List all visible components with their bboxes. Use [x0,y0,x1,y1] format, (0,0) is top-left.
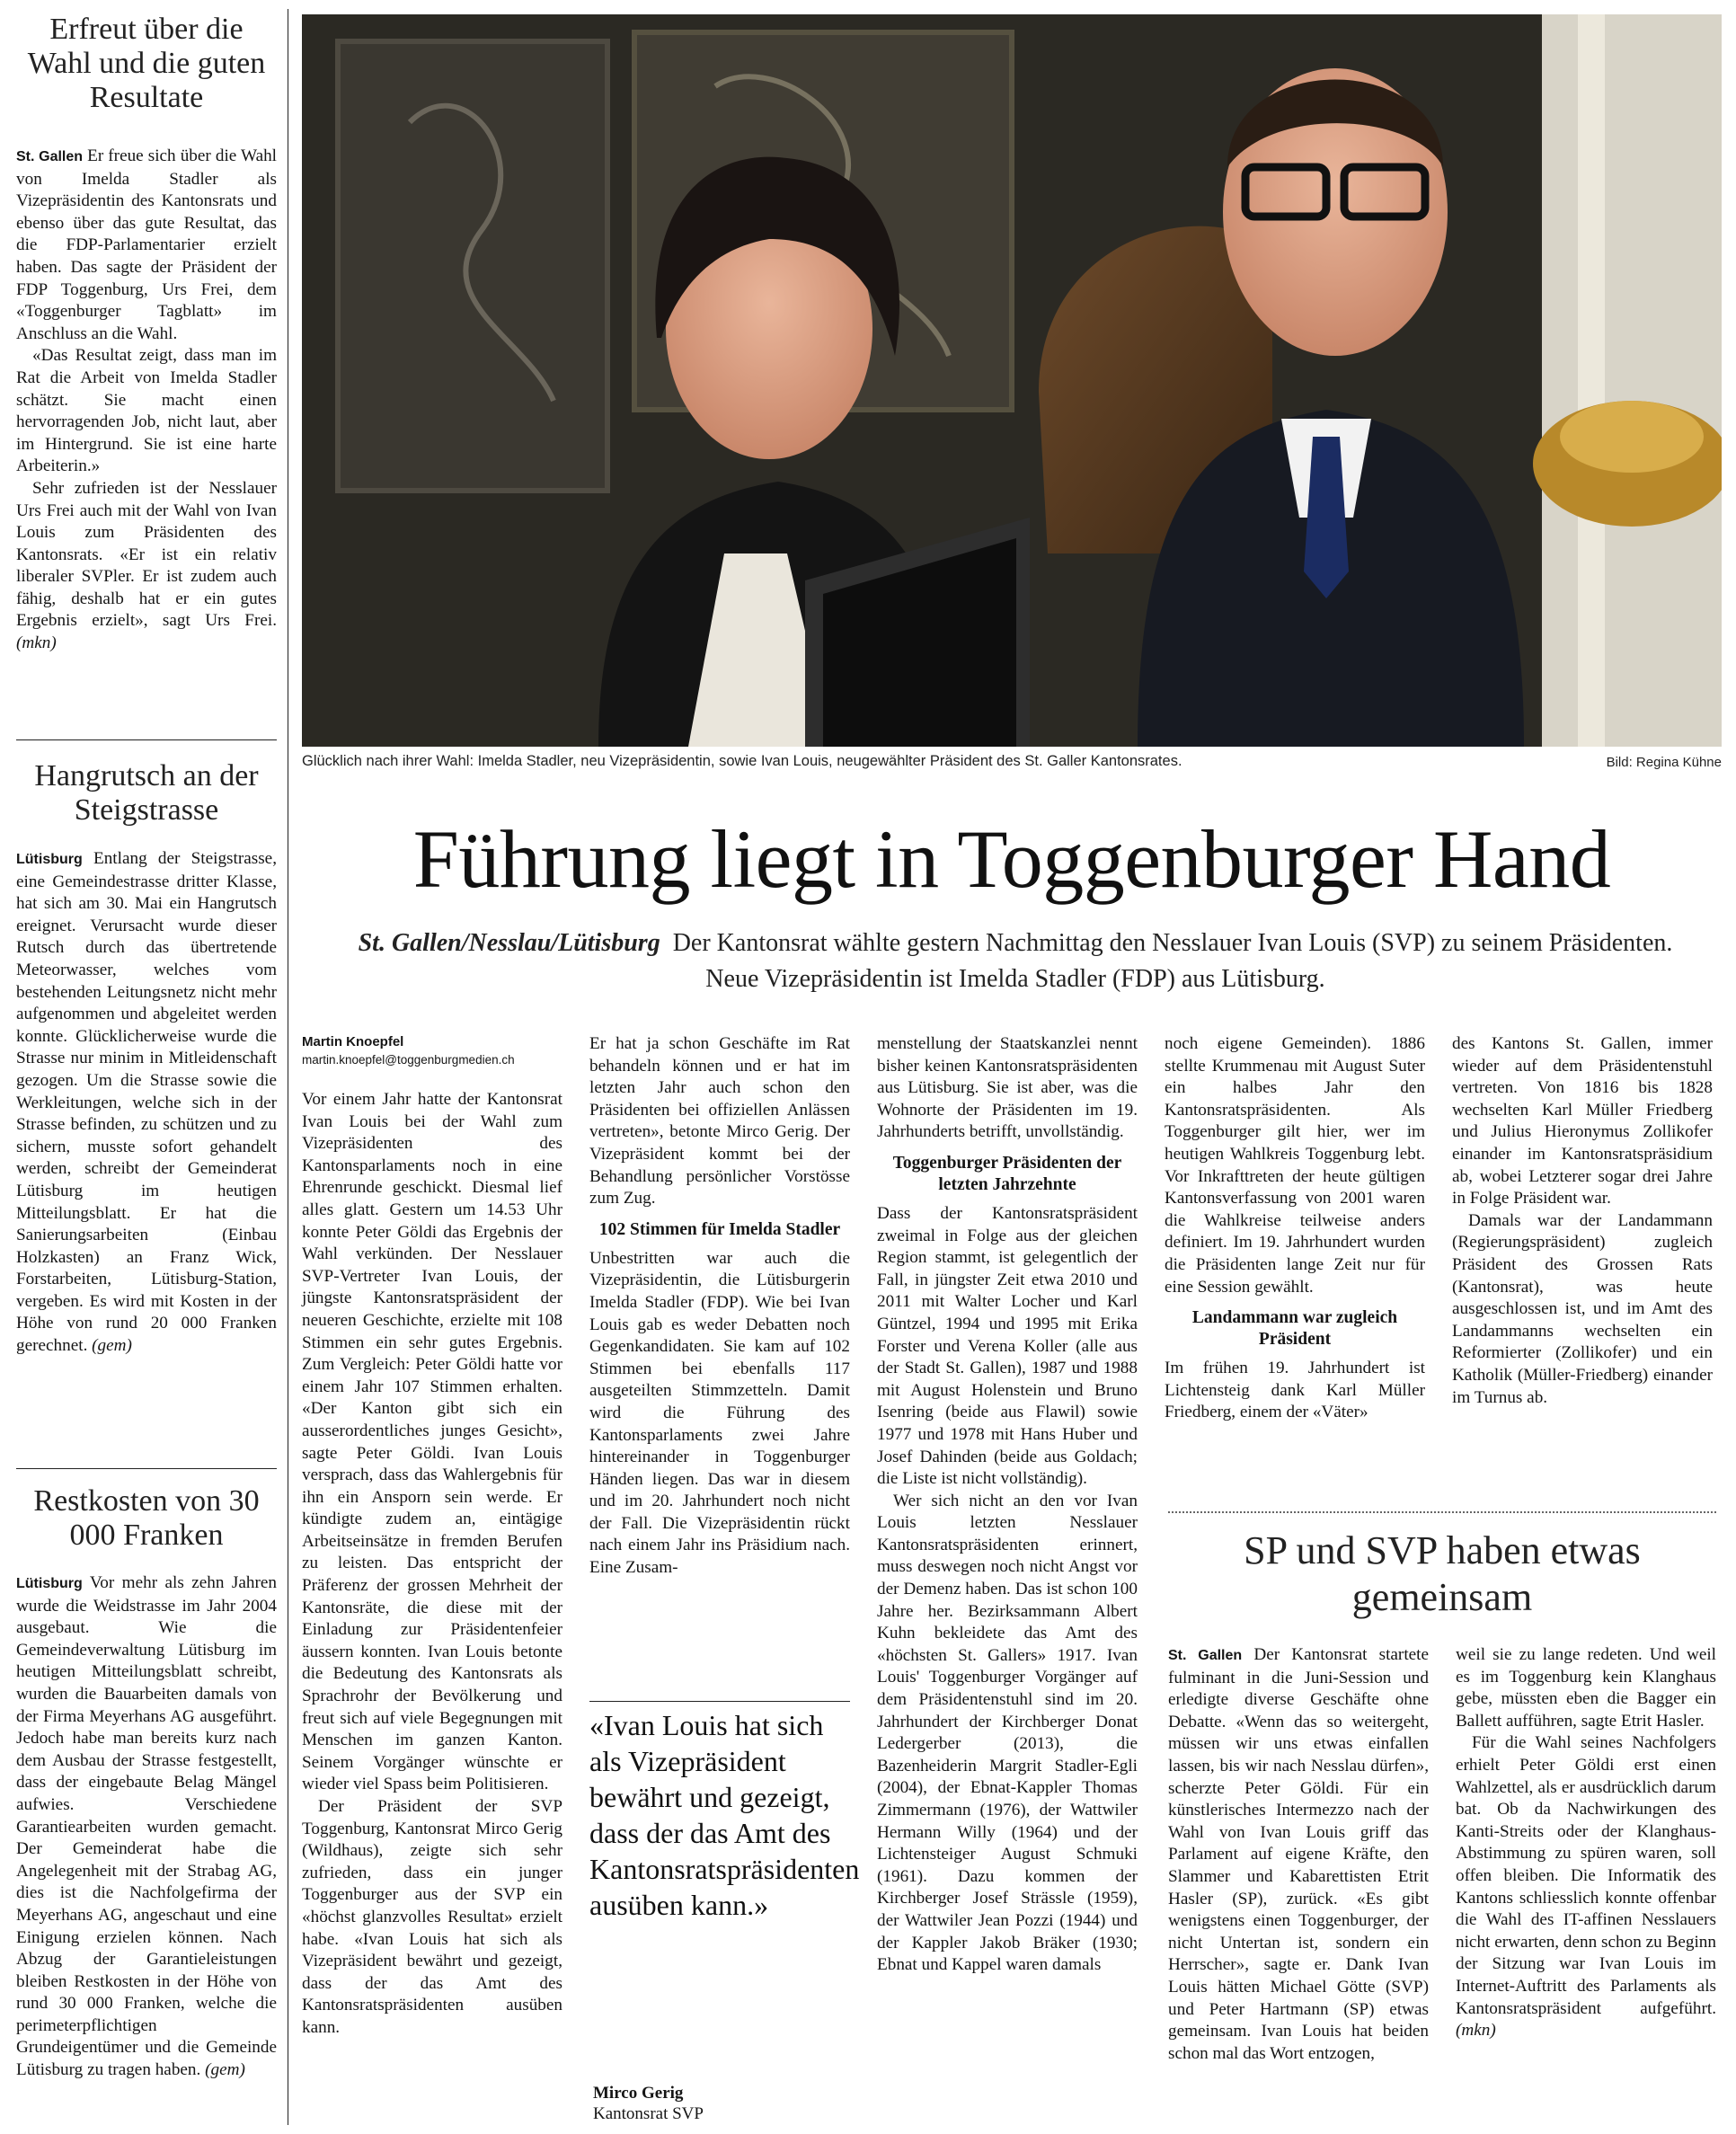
article-p8: noch eigene Gemeinden). 1886 stellte Krummenau mit August Suter ein halbes Jahr den Kantonsratspräsidenten. Als Toggenburger gilt hier, wer im heutigen Wahlkreis Toggenburg lebt. Vor Inkrafttreten der heute gültigen Kantonsverfassung von 2001 waren die Wahlkreise teilweise anders definiert. Im 19. Jahrhundert wurden die Präsidenten lange Zeit nur für eine Session gewählt. [1165,1034,1425,1297]
subhead-3: Landammann war zugleich Präsident [1191,1308,1398,1350]
sidebar-3-title: Restkosten von 30 000 Franken [33,1484,260,1552]
box-col-1 [1168,1644,1429,2065]
sidebar-1-body [16,146,277,655]
article-p3: Er hat ja schon Geschäfte im Rat behandeln können und er hat im letzten Jahr auch schon den Präsidenten bei offiziellen Anlässen vertreten», betonte Mirco Gerig. Der Vizepräsident kommt bei der Behandlung persönlicher Vorstösse zum Zug. [589,1034,850,1209]
sidebar-3-p1: Vor mehr als zehn Jahren wurde die Weidstrasse im Jahr 2004 ausgebaut. Wie die Gemeindeverwaltung Lütisburg im heutigen Mitteilungsblatt schreibt, wurden die Bauarbeiten damals von der Firma Meyerhans AG ausgeführt. Jedoch habe man bereits kurz nach dem Ausbau der Strasse festgestellt, dass der eingebaute Belag Mängel aufwies. Verschiedene Garantiearbeiten wurden gemacht. Der Gemeinderat habe die Angelegenheit mit der Strabag AG, dies ist die Nachfolgefirma der Meyerhans AG, angeschaut und eine Einigung erzielen können. Nach Abzug der Garantieleistungen bleiben Restkosten in der Höhe von rund 30 000 Franken, welche die perimeterpflichtigen Grundeigentümer und die Gemeinde Lütisburg zu tragen haben. [16,1573,277,2080]
quote-name: Mirco Gerig [593,2084,684,2103]
subhead-1: 102 Stimmen für Imelda Stadler [598,1219,841,1239]
photo-credit: Bild: Regina Kühne [1606,755,1722,770]
sidebar-1-p1: Er freue sich über die Wahl von Imelda Stadler als Vizepräsidentin des Kantonsrats und ebenso über das gute Resultat, das die FDP-Parlamentarier erzielt haben. Das sagte der Präsident der FDP Toggenburg, Urs Frei, dem «Toggenburger Tagblatt» im Anschluss an die Wahl. [16,146,278,343]
divider [16,1468,277,1469]
sidebar-1-credit: (mkn) [16,633,57,653]
article-p11: Damals war der Landammann (Regierungspräsident) zugleich Präsident des Grossen Rats (Kantonsrat), was heute ausgeschlossen ist, und im Amt des Landammanns wechselten ein Reformierter (Zollikofer) und ein Katholik (Müller-Friedberg) einander im Turnus ab. [1452,1210,1713,1407]
article-col-3 [877,1033,1138,1977]
divider [16,739,277,740]
sidebar-2-dateline: Lütisburg [16,852,83,867]
box-col-2 [1456,1644,1716,2042]
subhead-2: Toggenburger Präsidenten der letzten Jahrzehnte [892,1153,1122,1194]
article-p5: menstellung der Staatskanzlei nennt bisher keinen Kantonsratspräsidenten aus Lütisburg. Sie ist aber, was die Wohnorte der Präsidenten im 19. Jahrhunderts betrifft, unvollständig. [877,1034,1138,1142]
headline: Führung liegt in Toggenburger Hand [412,813,1611,905]
box-p3: Für die Wahl seines Nachfolgers erhielt Peter Göldi erst einen Wahlzettel, als er ausdrücklich darum bat. Ob da Nachwirkungen des Kanti-Streits oder der Klanghaus-Abstimmung zu spüren waren, soll offen bleiben. Die Informatik des Kantons schliesslich konnte offenbar die Wahl des IT-affinen Nesslauers nicht erwarten, denn schon zu Beginn der Sitzung war Ivan Louis im Internet-Auftritt des Parlaments als Kantonsratspräsident aufgeführt. [1456,1733,1716,2018]
photo-illustration [302,14,1722,747]
sidebar-1-p3: Sehr zufrieden ist der Nesslauer Urs Frei auch mit der Wahl von Ivan Louis zum Präsidenten des Kantonsrats. «Er ist ein relativ liberaler SVPler. Er ist zudem auch fähig, deshalb hat er ein gutes Ergebnis erzielt», sagt Urs Frei. [16,478,277,631]
article-col-5 [1452,1033,1713,1409]
article-p6: Dass der Kantonsratspräsident zweimal in Folge aus der gleichen Region stammt, ist gelegentlich der Fall, in jüngster Zeit etwa 2010 und 2011 mit Walter Locher und Karl Güntzel, 1994 und 1995 mit Erika Forster und Verena Koller (alle aus der Stadt St. Gallen), 1987 und 1988 mit August Holenstein und Bruno Isenring (beide aus Flawil) sowie 1977 und 1978 mit Hans Huber und Josef Dahinden (beide aus Goldach; die Liste ist nicht vollständig). [877,1203,1138,1489]
article-col-2 [589,1033,850,1580]
photo-caption: Glücklich nach ihrer Wahl: Imelda Stadler, neu Vizepräsidentin, sowie Ivan Louis, neugewählter Präsident des St. Galler Kantonsrates. [302,753,1182,769]
sidebar-1-title: Erfreut über die Wahl und die guten Resultate [27,13,266,114]
sidebar-1-dateline: St. Gallen [16,149,84,164]
article-p10: des Kantons St. Gallen, immer wieder auf dem Präsidentenstuhl vertreten. Von 1816 bis 1828 wechselten Karl Müller Friedberg und Julius Hieronymus Zollikofer einander im Kantonsratspräsidium ab, wobei Letzterer sogar drei Jahre in Folge Präsident war. [1452,1034,1713,1209]
box-p1: Der Kantonsrat startete fulminant in die Juni-Session und erledigte diverse Geschäfte ohne Debatte. «Wenn das so weitergeht, müssen wir uns etwas einfallen lassen, bis wir nach Nesslau dürfen», scherzte Peter Göldi. Für ein künstlerisches Intermezzo nach der Wahl von Ivan Louis griff das Parlament auf eigene Kräfte, den Slammer und Kabarettisten Etrit Hasler (SP), zurück. «Es gibt wenigstens einen Toggenburger, der nicht Untertan ist, sondern ein Herrscher», sagte er. Dank Ivan Louis hätten Michael Götte (SVP) und Peter Hartmann (SP) etwas gemeinsam. Ivan Louis hat beiden schon mal das Wort entzogen, [1168,1645,1430,2063]
article-photo [302,14,1722,747]
sidebar-2-p1: Entlang der Steigstrasse, eine Gemeindestrasse dritter Klasse, hat sich am 30. Mai ein Hangrutsch ereignet. Verursacht wurde dieser Rutsch durch das übertretende Meteorwasser, welches vom bestehenden Leitungsnetz nicht mehr aufgenommen und abgeleitet werden konnte. Glücklicherweise wurde die Strasse nur minim in Mitleidenschaft gezogen. Um die Strasse sowie die Werkleitungen, welche sich in der Strasse befinden, zu schützen und zu sichern, musste sofort gehandelt werden, schreibt der Gemeinderat Lütisburg im heutigen Mitteilungsblatt. Er hat die Sanierungsarbeiten (Einbau Holzkasten) an Franz Wick, Forstarbeiten, Lütisburg-Station, vergeben. Es wird mit Kosten in der Höhe von rund 20 000 Franken gerechnet. [16,849,277,1356]
sidebar-3-body [16,1572,277,2082]
article-p1: Vor einem Jahr hatte der Kantonsrat Ivan Louis bei der Wahl zum Vizepräsidenten des Kantonsparlaments noch in eine Ehrenrunde geschickt. Diesmal lief alles glatt. Gestern um 14.53 Uhr konnte Peter Göldi das Ergebnis der Wahl verkünden. Der Nesslauer SVP-Vertreter Ivan Louis, der jüngste Kantonsratspräsident der neueren Geschichte, erzielte mit 108 Stimmen ein sehr gutes Ergebnis. Zum Vergleich: Peter Göldi hatte vor einem Jahr 107 Stimmen erhalten. «Der Kanton gibt sich ein ausserordentliches junges Gesicht», sagte Peter Göldi. Ivan Louis versprach, dass das Wahlergebnis für ihn ein Ansporn sein werde. Er kündigte zudem an, eintägige Arbeitseinsätze in fremden Berufen zu leisten. Das entspricht der Präferenz der grossen Mehrheit der Kantonsräte, die diese mit der Einladung zur Präsidentenfeier äussern konnten. Ivan Louis betonte die Bedeutung des Kantonsrats als Sprachrohr der Bevölkerung und freut sich auf viele Begegnungen mit Menschen im ganzen Kanton. Seinem Vorgänger wünschte er wieder viel Spass beim Politisieren. [302,1090,562,1794]
pull-quote: «Ivan Louis hat sich als Vizepräsident bewährt und gezeigt, dass der das Amt des Kantonsratspräsidenten ausüben kann.» [589,1709,860,1921]
box-dateline: St. Gallen [1168,1648,1243,1663]
sidebar-2-credit: (gem) [92,1336,132,1356]
quote-role: Kantonsrat SVP [593,2104,704,2123]
article-p4: Unbestritten war auch die Vizepräsidentin, die Lütisburgerin Imelda Stadler (FDP). Wie bei Ivan Louis gab es weder Debatten noch Gegenkandidaten. Sie kam auf 102 Stimmen bei ebenfalls 117 ausgeteilten Stimmzetteln. Damit wird die Führung des Kantonsparlaments zwei Jahre hintereinander in Toggenburger Händen liegen. Das war in diesem und im 20. Jahrhundert noch nicht der Fall. Die Vizepräsidentin rückt nach einem Jahr ins Präsidium nach. Eine Zusam- [589,1248,850,1578]
sidebar-2-title: Hangrutsch an der Steigstrasse [34,759,259,827]
lead [341,925,1689,997]
quote-rule [589,1701,850,1702]
lead-place: St. Gallen/Nesslau/Lütisburg [358,929,660,957]
author-email[interactable]: martin.knoepfel@toggenburgmedien.ch [302,1053,515,1067]
article-col-4 [1165,1033,1425,1424]
author-name: Martin Knoepfel [302,1034,404,1049]
lead-text: Der Kantonsrat wählte gestern Nachmittag den Nesslauer Ivan Louis (SVP) zu seinem Präsidenten. Neue Vizepräsidentin ist Imelda Stadler (FDP) aus Lütisburg. [672,929,1673,993]
box-credit: (mkn) [1456,2021,1496,2041]
box-p2: weil sie zu lange redeten. Und weil es im Toggenburg kein Klanghaus gebe, müssten eben die Bagger ein Ballett aufführen, sagte Etrit Hasler. [1456,1645,1716,1731]
article-p9: Im frühen 19. Jahrhundert ist Lichtensteig dank Karl Müller Friedberg, einem der «Väter» [1165,1359,1425,1422]
box-title: SP und SVP haben etwas gemeinsam [1244,1528,1641,1619]
quote-attribution [593,2083,845,2124]
sidebar-2-body [16,848,277,1358]
box-divider [1168,1511,1716,1513]
article-p7: Wer sich nicht an den vor Ivan Louis letzten Nesslauer Kantonsratspräsidenten erinnert, muss deswegen noch nicht Angst vor der Demenz haben. Das ist schon 100 Jahre her. Bezirksammann Albert Kuhn bekleidete das Amt des «höchsten St. Gallers» 1917. Ivan Louis' Toggenburger Vorgänger auf dem Präsidentenstuhl sind im 20. Jahrhundert der Kirchberger Donat Ledergerber (2013), die Bazenheiderin Margrit Stadler-Egli (2004), der Ebnat-Kappler Thomas Zimmermann (1976), der Wattwiler Hermann Willy (1964) und der Lichtensteiger August Schmuki (1961). Dazu kommen der Kirchberger Josef Strässle (1959), der Wattwiler Jean Pozzi (1944) und der Kappler Jakob Bräker (1930; Ebnat und Kappel waren damals [877,1491,1138,1975]
sidebar-3-credit: (gem) [205,2060,245,2080]
article-col-1 [302,1033,562,2040]
sidebar-3-dateline: Lütisburg [16,1576,83,1591]
article-p2: Der Präsident der SVP Toggenburg, Kantonsrat Mirco Gerig (Wildhaus), zeigte sich sehr zufrieden, dass ein junger Toggenburger aus der SVP ein «höchst glanzvolles Resultat» erzielt habe. «Ivan Louis hat sich als Vizepräsident bewährt und gezeigt, dass der das Amt des Kantonsratspräsidenten ausüben kann. [302,1797,562,2037]
sidebar-1-p2: «Das Resultat zeigt, dass man im Rat die Arbeit von Imelda Stadler schätzt. Sie macht einen hervorragenden Job, nicht laut, aber im Hintergrund. Sie ist eine harte Arbeiterin.» [16,346,277,476]
